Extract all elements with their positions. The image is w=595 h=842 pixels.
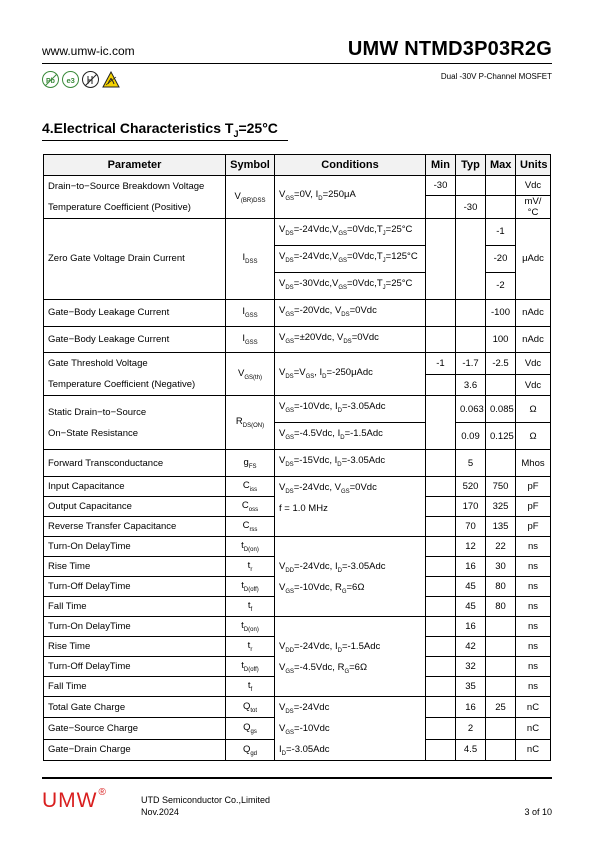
min-cell — [426, 697, 456, 718]
symbol-cell: $t_f$ — [226, 597, 275, 617]
parameter-cell: Gate−Drain Charge — [44, 739, 226, 760]
svg-text:Pb: Pb — [45, 77, 55, 85]
max-cell — [486, 450, 516, 477]
max-cell: 100 — [486, 326, 516, 353]
company-name: UTD Semiconductor Co.,Limited — [141, 795, 271, 805]
parameter-cell: Gate−Body Leakage Current — [44, 299, 226, 326]
parameter-cell: Turn-Off DelayTime — [44, 577, 226, 597]
typ-cell: 16 — [456, 697, 486, 718]
typ-cell: 16 — [456, 557, 486, 577]
parameter-cell: Forward Transconductance — [44, 450, 226, 477]
parameter-cell: Drain−to−Source Breakdown Voltage Temperature Coefficient (Positive) — [44, 176, 226, 219]
header-parameter: Parameter — [44, 155, 226, 176]
units-cell: ns — [516, 577, 551, 597]
min-cell — [426, 450, 456, 477]
max-cell — [486, 176, 516, 196]
table-row — [44, 697, 551, 718]
table-row — [44, 396, 551, 423]
units-cell: nAdc — [516, 299, 551, 326]
min-cell: -30 — [426, 176, 456, 196]
units-cell: nC — [516, 697, 551, 718]
typ-cell: 0.063 — [456, 396, 486, 423]
units-cell: ns — [516, 537, 551, 557]
conditions-cell: $V_{DS}=-24Vdc,V_{GS}=0Vdc,T_J=125^\circ C$ — [275, 245, 426, 272]
max-cell: 80 — [486, 577, 516, 597]
symbol-cell: $R_{DS(ON)}$ — [226, 396, 275, 450]
min-cell — [426, 677, 456, 697]
max-cell: 30 — [486, 557, 516, 577]
max-cell — [486, 739, 516, 760]
max-cell — [486, 677, 516, 697]
units-cell: ns — [516, 637, 551, 657]
typ-cell: -1.7 — [456, 353, 486, 375]
max-cell — [486, 196, 516, 219]
table-row — [44, 299, 551, 326]
units-cell: Ω — [516, 423, 551, 450]
typ-cell: 35 — [456, 677, 486, 697]
symbol-cell: $t_{D(on)}$ — [226, 537, 275, 557]
max-cell: -20 — [486, 245, 516, 272]
conditions-cell: $V_{DS}=-15Vdc$, $I_D=-3.05Adc$ — [275, 450, 426, 477]
min-cell — [426, 739, 456, 760]
page-number: 3 of 10 — [524, 807, 552, 817]
header-units: Units — [516, 155, 551, 176]
header-max: Max — [486, 155, 516, 176]
units-cell: nC — [516, 739, 551, 760]
min-cell: -1 — [426, 353, 456, 375]
conditions-cell: $V_{DS}=-24Vdc,V_{GS}=0Vdc,T_J=25^\circ C$ — [275, 219, 426, 246]
typ-cell: 12 — [456, 537, 486, 557]
header-symbol: Symbol — [226, 155, 275, 176]
units-cell: pF — [516, 477, 551, 497]
typ-cell: -30 — [456, 196, 486, 219]
parameter-cell: Fall Time — [44, 677, 226, 697]
symbol-cell: $t_{D(off)}$ — [226, 577, 275, 597]
units-cell: ns — [516, 677, 551, 697]
max-cell — [486, 657, 516, 677]
min-cell — [426, 497, 456, 517]
min-cell — [426, 718, 456, 739]
parameter-cell: Gate−Body Leakage Current — [44, 326, 226, 353]
typ-cell: 0.09 — [456, 423, 486, 450]
parameter-cell: Rise Time — [44, 557, 226, 577]
symbol-cell: $C_{oss}$ — [226, 497, 275, 517]
max-cell: 0.125 — [486, 423, 516, 450]
parameter-cell: Reverse Transfer Capacitance — [44, 517, 226, 537]
min-cell — [426, 196, 456, 219]
max-cell: -2.5 — [486, 353, 516, 375]
table-row — [44, 617, 551, 637]
max-cell — [486, 374, 516, 396]
typ-cell: 5 — [456, 450, 486, 477]
conditions-cell: $V_{DD}=-24Vdc$, $I_D=-1.5Adc$ $V_{GS}=-4.5Vdc$, $R_G=6\Omega$ — [275, 617, 426, 697]
symbol-cell: $Q_{gs}$ — [226, 718, 275, 739]
e3-icon — [62, 71, 79, 88]
parameter-cell: Rise Time — [44, 637, 226, 657]
conditions-cell: $V_{GS}=-20Vdc$, $V_{DS}=0Vdc$ — [275, 299, 426, 326]
units-cell: pF — [516, 497, 551, 517]
max-cell: 0.085 — [486, 396, 516, 423]
max-cell: -2 — [486, 272, 516, 299]
parameter-cell: Input Capacitance — [44, 477, 226, 497]
units-cell: μAdc — [516, 219, 551, 300]
min-cell — [426, 299, 456, 326]
units-cell: nAdc — [516, 326, 551, 353]
max-cell — [486, 617, 516, 637]
header-min: Min — [426, 155, 456, 176]
min-cell — [426, 637, 456, 657]
footer-date: Nov.2024 — [141, 807, 179, 817]
footer-divider — [42, 777, 552, 779]
min-cell — [426, 477, 456, 497]
units-cell: Vdc — [516, 176, 551, 196]
units-cell: ns — [516, 557, 551, 577]
table-row — [44, 537, 551, 557]
symbol-cell: $t_{D(on)}$ — [226, 617, 275, 637]
symbol-cell: $C_{iss}$ — [226, 477, 275, 497]
typ-cell — [456, 219, 486, 300]
conditions-cell: $V_{GS}=-4.5Vdc$, $I_D=-1.5Adc$ — [275, 423, 426, 450]
parameter-cell: Turn-On DelayTime — [44, 617, 226, 637]
symbol-cell: $Q_{gd}$ — [226, 739, 275, 760]
section-underline — [42, 140, 288, 141]
min-cell — [426, 557, 456, 577]
parameter-cell: Turn-On DelayTime — [44, 537, 226, 557]
part-subtitle: Dual -30V P-Channel MOSFET — [440, 72, 552, 81]
units-cell: nC — [516, 718, 551, 739]
units-cell: Vdc — [516, 353, 551, 375]
min-cell — [426, 577, 456, 597]
typ-cell: 3.6 — [456, 374, 486, 396]
symbol-cell: $g_{FS}$ — [226, 450, 275, 477]
min-cell — [426, 374, 456, 396]
conditions-cell: $V_{DS}=V_{GS}$, $I_D=-250\mu Adc$ — [275, 353, 426, 396]
parameter-cell: Output Capacitance — [44, 497, 226, 517]
symbol-cell: $t_f$ — [226, 677, 275, 697]
certification-icons — [42, 71, 120, 88]
table-header-row — [44, 155, 551, 176]
max-cell: 135 — [486, 517, 516, 537]
umw-logo: UMW® — [42, 787, 107, 812]
table-row — [44, 353, 551, 375]
parameter-cell: Static Drain−to−Source On−State Resistance — [44, 396, 226, 450]
symbol-cell: $I_{GSS}$ — [226, 326, 275, 353]
max-cell: -1 — [486, 219, 516, 246]
typ-cell: 4.5 — [456, 739, 486, 760]
min-cell — [426, 219, 456, 300]
units-cell: Ω — [516, 396, 551, 423]
table-row — [44, 450, 551, 477]
min-cell — [426, 537, 456, 557]
typ-cell — [456, 176, 486, 196]
units-cell: mV/°C — [516, 196, 551, 219]
table-row — [44, 477, 551, 497]
pb-free-icon — [42, 71, 59, 88]
parameter-cell: Total Gate Charge — [44, 697, 226, 718]
typ-cell: 32 — [456, 657, 486, 677]
max-cell — [486, 718, 516, 739]
symbol-cell: $I_{GSS}$ — [226, 299, 275, 326]
max-cell: 25 — [486, 697, 516, 718]
typ-cell: 2 — [456, 718, 486, 739]
symbol-cell: $t_{D(off)}$ — [226, 657, 275, 677]
table-row — [44, 219, 551, 246]
site-url[interactable]: www.umw-ic.com — [42, 44, 135, 58]
symbol-cell: $I_{DSS}$ — [226, 219, 275, 300]
symbol-cell: $V_{GS(th)}$ — [226, 353, 275, 396]
typ-cell: 42 — [456, 637, 486, 657]
header-conditions: Conditions — [275, 155, 426, 176]
symbol-cell: $C_{rss}$ — [226, 517, 275, 537]
conditions-cell: $V_{GS}=0V$, $I_D=250\mu A$ — [275, 176, 426, 219]
units-cell: pF — [516, 517, 551, 537]
parameter-cell: Gate−Source Charge — [44, 718, 226, 739]
units-cell: ns — [516, 597, 551, 617]
symbol-cell: $V_{(BR)DSS}$ — [226, 176, 275, 219]
electrical-characteristics-table — [43, 154, 551, 761]
max-cell: 325 — [486, 497, 516, 517]
units-cell: ns — [516, 617, 551, 637]
conditions-cell: $V_{GS}=\pm 20Vdc$, $V_{DS}=0Vdc$ — [275, 326, 426, 353]
min-cell — [426, 597, 456, 617]
conditions-cell: $V_{DS}=-30Vdc,V_{GS}=0Vdc,T_J=25^\circ C$ — [275, 272, 426, 299]
header-typ: Typ — [456, 155, 486, 176]
table-row — [44, 326, 551, 353]
max-cell: 22 — [486, 537, 516, 557]
parameter-cell: Fall Time — [44, 597, 226, 617]
typ-cell: 45 — [456, 577, 486, 597]
typ-cell: 170 — [456, 497, 486, 517]
typ-cell — [456, 326, 486, 353]
min-cell — [426, 326, 456, 353]
part-title: UMW NTMD3P03R2G — [347, 38, 552, 60]
esd-warning-icon — [102, 71, 120, 88]
parameter-cell: Gate Threshold Voltage Temperature Coefficient (Negative) — [44, 353, 226, 396]
parameter-cell: Turn-Off DelayTime — [44, 657, 226, 677]
units-cell: Vdc — [516, 374, 551, 396]
max-cell: -100 — [486, 299, 516, 326]
units-cell: ns — [516, 657, 551, 677]
header-divider — [42, 63, 552, 64]
typ-cell: 16 — [456, 617, 486, 637]
min-cell — [426, 617, 456, 637]
symbol-cell: $t_r$ — [226, 637, 275, 657]
svg-text:e3: e3 — [66, 75, 75, 85]
symbol-cell: $Q_{tot}$ — [226, 697, 275, 718]
typ-cell — [456, 299, 486, 326]
typ-cell: 520 — [456, 477, 486, 497]
parameter-cell: Zero Gate Voltage Drain Current — [44, 219, 226, 300]
min-cell — [426, 396, 456, 450]
conditions-cell: $V_{GS}=-10Vdc$, $I_D=-3.05Adc$ — [275, 396, 426, 423]
max-cell — [486, 637, 516, 657]
units-cell: Mhos — [516, 450, 551, 477]
conditions-cell: $V_{DS}=-24Vdc$ $V_{GS}=-10Vdc$ $I_D=-3.05Adc$ — [275, 697, 426, 761]
min-cell — [426, 517, 456, 537]
typ-cell: 45 — [456, 597, 486, 617]
typ-cell: 70 — [456, 517, 486, 537]
conditions-cell: $V_{DS}=-24Vdc$, $V_{GS}=0Vdc$ f = 1.0 MHz — [275, 477, 426, 537]
max-cell: 750 — [486, 477, 516, 497]
symbol-cell: $t_r$ — [226, 557, 275, 577]
table-row — [44, 176, 551, 196]
conditions-cell: $V_{DD}=-24Vdc$, $I_D=-3.05Adc$ $V_{GS}=-10Vdc$, $R_G=6\Omega$ — [275, 537, 426, 617]
max-cell: 80 — [486, 597, 516, 617]
halogen-free-icon — [82, 71, 99, 88]
section-title: 4.Electrical Characteristics $T_J=25^\circ C$ — [42, 120, 278, 139]
min-cell — [426, 657, 456, 677]
